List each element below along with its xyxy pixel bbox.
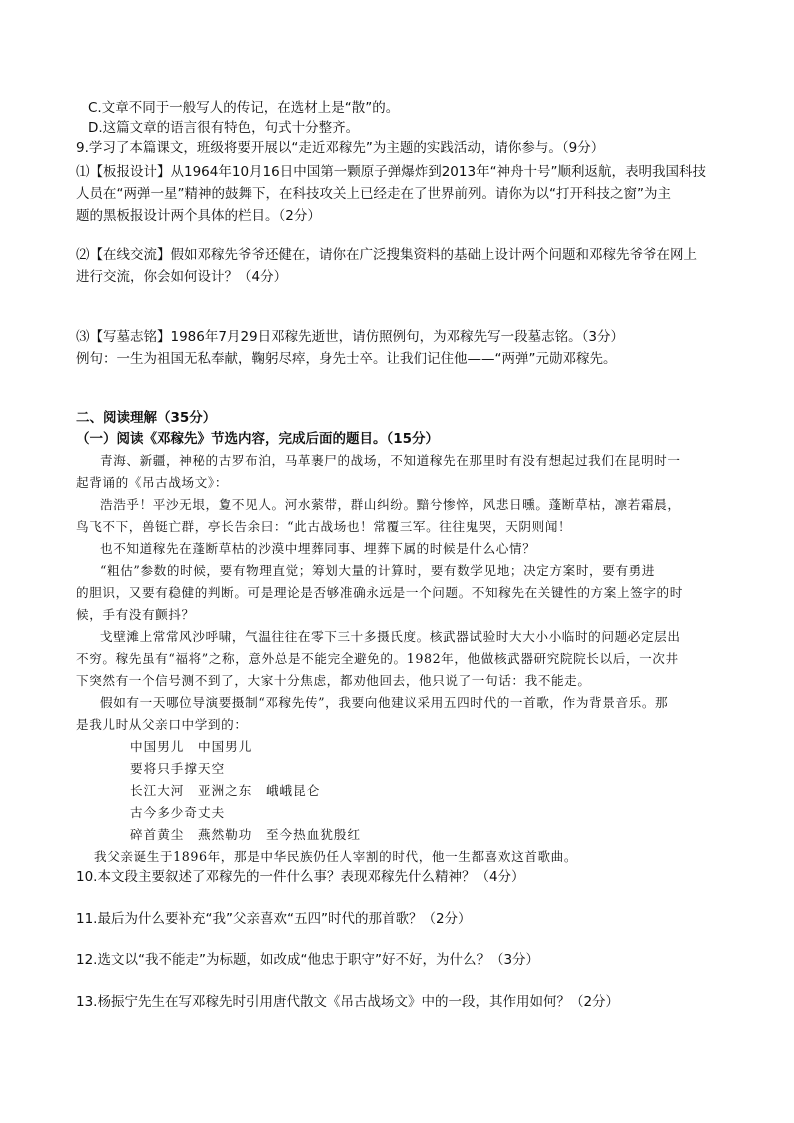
option-d: D.这篇文章的语言很有特色，句式十分整齐。 — [88, 120, 360, 136]
question-13: 13.杨振宁先生在写邓稼先时引用唐代散文《吊古战场文》中的一段，其作用如何？（2分） — [76, 994, 620, 1010]
poem-line: 碎首黄尘 燕然勒功 至今热血犹殷红 — [130, 827, 362, 842]
q9-part3-line1: ⑶【写墓志铭】1986年7月29日邓稼先逝世，请仿照例句，为邓稼先写一段墓志铭。（3分） — [76, 329, 624, 345]
q9-part2-line1: ⑵【在线交流】假如邓稼先爷爷还健在，请你在广泛搜集资料的基础上设计两个问题和邓稼先爷爷在网上 — [76, 247, 697, 263]
section-heading: 二、阅读理解（35分） — [76, 410, 217, 426]
passage-p5-line2: 不穷。稼先虽有“福将”之称，意外总是不能完全避免的。1982年，他做核武器研究院院长以后，一次井 — [76, 651, 679, 666]
q9-part1-line1: ⑴【板报设计】从1964年10月16日中国第一颗原子弹爆炸到2013年“神舟十号”顺利返航，表明我国科技 — [76, 164, 707, 180]
passage-p2-line2: 鸟飞不下，兽铤亡群，亭长告余曰：“此古战场也！常覆三军。往往鬼哭，天阴则闻！ — [76, 519, 572, 534]
question-10: 10.本文段主要叙述了邓稼先的一件什么事？表现邓稼先什么精神？（4分） — [76, 869, 525, 885]
passage-p1-line1: 青海、新疆，神秘的古罗布泊，马革裹尸的战场，不知道稼先在那里时有没有想起过我们在昆明时一 — [100, 453, 681, 468]
poem-line: 要将只手撑天空 — [130, 761, 226, 776]
passage-p3-line1: 也不知道稼先在蓬断草枯的沙漠中埋葬同事、埋葬下属的时候是什么心情？ — [100, 541, 536, 556]
passage-p5-line3: 下突然有一个信号测不到了，大家十分焦虑，都劝他回去，他只说了一句话：我不能走。 — [76, 673, 591, 688]
passage-p2-line1: 浩浩乎！平沙无垠，夐不见人。河水萦带，群山纠纷。黯兮惨悴，风悲日曛。蓬断草枯，凛若霜晨， — [100, 497, 681, 512]
passage-p4-line2: 的胆识，又要有稳健的判断。可是理论是否够准确永远是一个问题。不知稼先在关键性的方案上签字的时 — [76, 585, 683, 600]
question-12: 12.选文以“我不能走”为标题，如改成“他忠于职守”好不好，为什么？（3分） — [76, 952, 540, 968]
question-11: 11.最后为什么要补充“我”父亲喜欢“五四”时代的那首歌？（2分） — [76, 911, 472, 927]
q9-part1-line3: 题的黑板报设计两个具体的栏目。（2分） — [76, 208, 321, 224]
passage-p1-line2: 起背诵的《吊古战场文》： — [76, 475, 229, 490]
passage-p4-line1: “粗估”参数的时候，要有物理直觉；筹划大量的计算时，要有数学见地；决定方案时，要有勇进 — [100, 563, 656, 578]
passage-p5-line1: 戈壁滩上常常风沙呼啸，气温往往在零下三十多摄氏度。核武器试验时大大小小临时的问题必定层出 — [100, 629, 681, 644]
passage-p7-line1: 我父亲诞生于1896年，那是中华民族仍任人宰割的时代，他一生都喜欢这首歌曲。 — [94, 849, 578, 864]
question-9: 9.学习了本篇课文，班级将要开展以“走近邓稼先”为主题的实践活动，请你参与。（9分） — [76, 140, 605, 156]
poem-line: 长江大河 亚洲之东 峨峨昆仑 — [130, 783, 321, 798]
passage-p6-line1: 假如有一天哪位导演要摄制“邓稼先传”，我要向他建议采用五四时代的一首歌，作为背景音乐。那 — [100, 695, 669, 710]
poem-line: 古今多少奇丈夫 — [130, 805, 226, 820]
q9-part3-example: 例句：一生为祖国无私奉献，鞠躬尽瘁，身先士卒。让我们记住他——“两弹”元勋邓稼先。 — [76, 351, 617, 367]
passage-p4-line3: 候，手有没有颤抖？ — [76, 607, 195, 622]
poem-line: 中国男儿 中国男儿 — [130, 739, 253, 754]
option-c: C.文章不同于一般写人的传记，在选材上是“散”的。 — [88, 100, 400, 116]
subsection-heading: （一）阅读《邓稼先》节选内容，完成后面的题目。（15分） — [76, 431, 440, 447]
q9-part2-line2: 进行交流，你会如何设计？（4分） — [76, 269, 288, 285]
q9-part1-line2: 人员在“两弹一星”精神的鼓舞下，在科技攻关上已经走在了世界前列。请你为以“打开科技之窗”为主 — [76, 186, 671, 202]
passage-p6-line2: 是我儿时从父亲口中学到的： — [76, 717, 248, 732]
